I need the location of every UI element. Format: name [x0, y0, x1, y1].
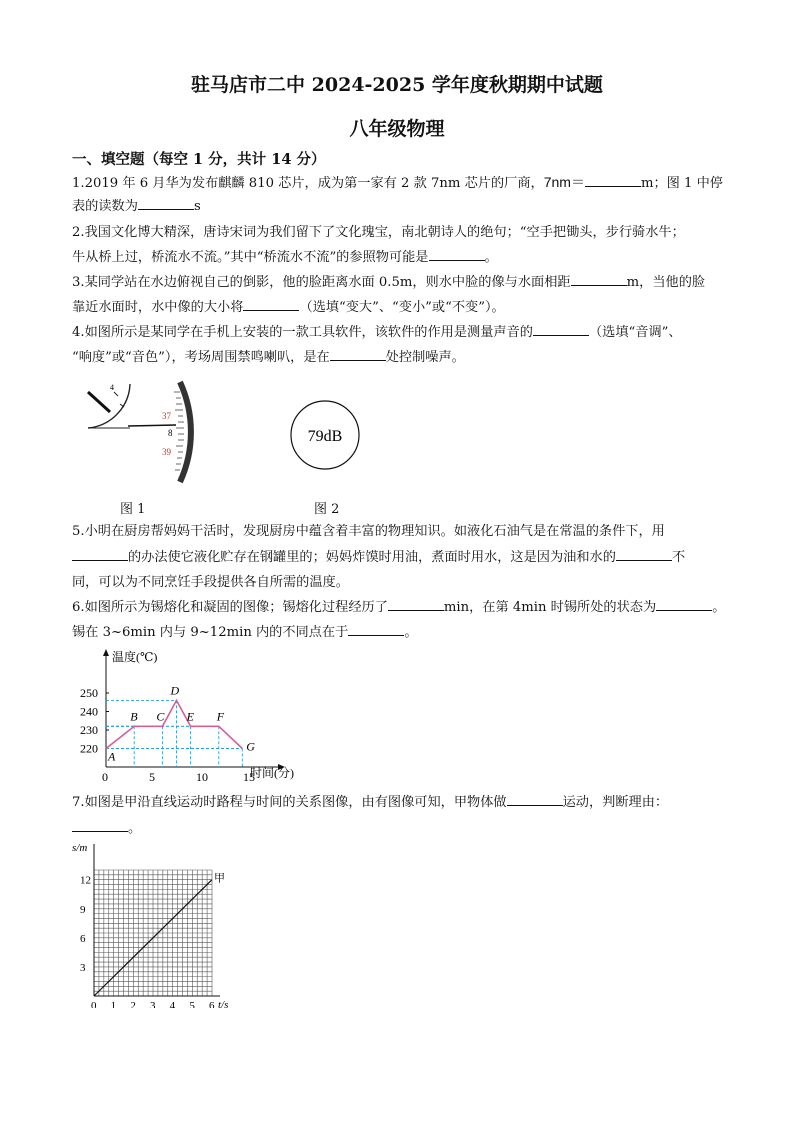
fig1-label-8: 8: [168, 428, 173, 438]
fig1-label-4: 4: [110, 383, 114, 392]
question-3-line-2: [72, 295, 722, 321]
q2-text-b: 牛从桥上过，桥流水不流。”其中“桥流水不流”的参照物可能是: [72, 250, 429, 265]
page-title: 驻马店市二中 2024-2025 学年度秋期期中试题: [191, 74, 603, 96]
q1-text-b: m；图 1 中停: [640, 176, 723, 191]
q1-blank-2[interactable]: [138, 195, 194, 210]
q7-blank-2[interactable]: [72, 817, 128, 832]
fig2-reading: 79dB: [307, 428, 343, 445]
question-5-line-2: [72, 545, 722, 571]
temperature-line: [106, 700, 242, 748]
q1-blank-1[interactable]: [585, 172, 641, 187]
y-tick-label: 9: [80, 903, 86, 916]
y-tick-label: 6: [80, 932, 86, 945]
q4-text-a: 4.如图所示是某同学在手机上安装的一款工具软件，该软件的作用是测量声音的: [72, 325, 533, 340]
q2-text-c: 。: [484, 250, 498, 265]
x-tick-label: 4: [169, 1000, 176, 1008]
x-tick-label: 0: [102, 770, 108, 784]
question-6-line-2: [72, 620, 722, 646]
y-axis-label: 温度(℃): [112, 650, 158, 664]
q7-text-c: 。: [128, 821, 142, 836]
q2-text-a: 2.我国文化博大精深，唐诗宋词为我们留下了文化瑰宝，南北朝诗人的绝句；“空手把锄头，步行骑水牛；: [72, 225, 685, 240]
q6-blank-1[interactable]: [388, 596, 444, 611]
question-1-line-2: [72, 194, 722, 220]
melting-chart: [72, 645, 312, 785]
point-label-B: B: [130, 709, 138, 724]
distance-time-chart: [68, 838, 248, 1008]
q7-text-b: 运动，判断理由：: [562, 795, 669, 810]
q3-text-d: （选填“变大”、“变小”或“不变”）。: [299, 300, 505, 315]
y-tick-label: 12: [80, 874, 91, 887]
point-label-C: C: [156, 709, 165, 724]
y-axis-arrow: [103, 649, 109, 656]
q5-blank-2[interactable]: [616, 546, 672, 561]
x-axis-label: 时间(分): [250, 766, 294, 780]
q5-blank-1[interactable]: [72, 546, 128, 561]
figure-2-decibel-meter: [285, 398, 365, 472]
q1-text-d: s: [193, 199, 201, 214]
q6-text-c: 。: [712, 600, 726, 615]
q5-text-b: 的办法使它液化贮存在钢罐里的；妈妈炸馍时用油，煮面时用水，这是因为油和水的: [128, 550, 616, 565]
question-6-line-1: [72, 595, 726, 621]
q7-text-a: 7.如图是甲沿直线运动时路程与时间的关系图像，由有图像可知，甲物体做: [72, 795, 507, 810]
x-tick-label: 15: [243, 770, 255, 784]
point-label-E: E: [186, 709, 194, 724]
x-tick-label: 1: [110, 1000, 117, 1008]
figure-2-caption: 图 2: [314, 502, 340, 517]
question-7-line-1: [72, 790, 722, 816]
figure-1-caption: 图 1: [120, 502, 146, 517]
q6-blank-2[interactable]: [656, 596, 712, 611]
point-label-D: D: [170, 683, 180, 698]
x-axis-label: t/s: [218, 999, 229, 1008]
q5-text-c: 不: [671, 550, 686, 565]
q1-text-c: 表的读数为: [72, 199, 138, 214]
series-label-jia: 甲: [214, 872, 225, 885]
q3-blank-1[interactable]: [571, 271, 627, 286]
q3-blank-2[interactable]: [243, 296, 299, 311]
q6-text-e: 。: [404, 625, 418, 640]
q4-blank-1[interactable]: [533, 321, 589, 336]
q6-text-d: 锡在 3~6min 内与 9~12min 内的不同点在于: [72, 625, 349, 640]
question-1-line-1: [72, 169, 722, 197]
q6-blank-3[interactable]: [348, 621, 404, 636]
x-tick-label: 5: [149, 770, 155, 784]
question-5-line-3: [72, 570, 722, 596]
q6-text-a: 6.如图所示为锡熔化和凝固的图像；锡熔化过程经历了: [72, 600, 388, 615]
question-4-line-2: [72, 345, 722, 371]
q1-unit: 7nm＝: [543, 174, 585, 190]
q6-text-b: min，在第 4min 时锡所处的状态为: [443, 600, 657, 615]
x-tick-label: 2: [130, 1000, 136, 1008]
q5-text-d: 同，可以为不同烹饪手段提供各自所需的温度。: [72, 575, 349, 590]
question-3-line-1: [72, 270, 722, 296]
point-label-A: A: [108, 749, 116, 764]
x-tick-label: 10: [196, 770, 208, 784]
figure-1-stopwatch: [80, 378, 210, 488]
x-tick-label: 5: [189, 1000, 195, 1008]
q4-text-b: （选填“音调”、: [588, 325, 682, 340]
q3-text-c: 靠近水面时，水中像的大小将: [72, 300, 244, 315]
q4-blank-2[interactable]: [330, 346, 386, 361]
q2-blank[interactable]: [429, 246, 485, 261]
y-tick-label: 3: [80, 961, 86, 974]
x-tick-label: 3: [150, 1000, 156, 1008]
y-tick-label: 250: [80, 686, 98, 700]
section-heading: 一、填空题（每空 1 分，共计 14 分）: [72, 151, 326, 168]
x-tick-label: 6: [209, 1000, 215, 1008]
q4-text-d: 处控制噪声。: [385, 350, 465, 365]
y-tick-label: 220: [80, 741, 98, 756]
question-2-line-1: [72, 220, 722, 246]
question-5-line-1: [72, 519, 722, 545]
fig1-label-37: 37: [162, 411, 171, 421]
point-label-G: G: [246, 739, 255, 754]
y-axis-label: s/m: [72, 842, 88, 854]
fig1-label-39: 39: [162, 447, 171, 457]
q3-text-b: m，当他的脸: [626, 275, 706, 290]
y-tick-label: 240: [80, 704, 98, 719]
question-4-line-1: [72, 320, 722, 346]
q5-text-a: 5.小明在厨房帮妈妈干活时，发现厨房中蕴含着丰富的物理知识。如液化石油气是在常温的条件下，用: [72, 524, 665, 539]
q7-blank-1[interactable]: [507, 791, 563, 806]
question-2-line-2: [72, 245, 722, 271]
q4-text-c: “响度”或“音色”），考场周围禁鸣喇叭，是在: [72, 350, 330, 365]
y-tick-label: 230: [80, 723, 98, 737]
q1-text-a: 1.2019 年 6 月华为发布麒麟 810 芯片，成为第一家有 2 款 7nm 芯片的厂商，: [72, 176, 544, 191]
point-label-F: F: [216, 709, 225, 724]
q3-text-a: 3.某同学站在水边俯视自己的倒影，他的脸距离水面 0.5m，则水中脸的像与水面相距: [72, 275, 571, 290]
page-subtitle: 八年级物理: [349, 118, 445, 140]
x-tick-label: 0: [91, 1000, 97, 1008]
